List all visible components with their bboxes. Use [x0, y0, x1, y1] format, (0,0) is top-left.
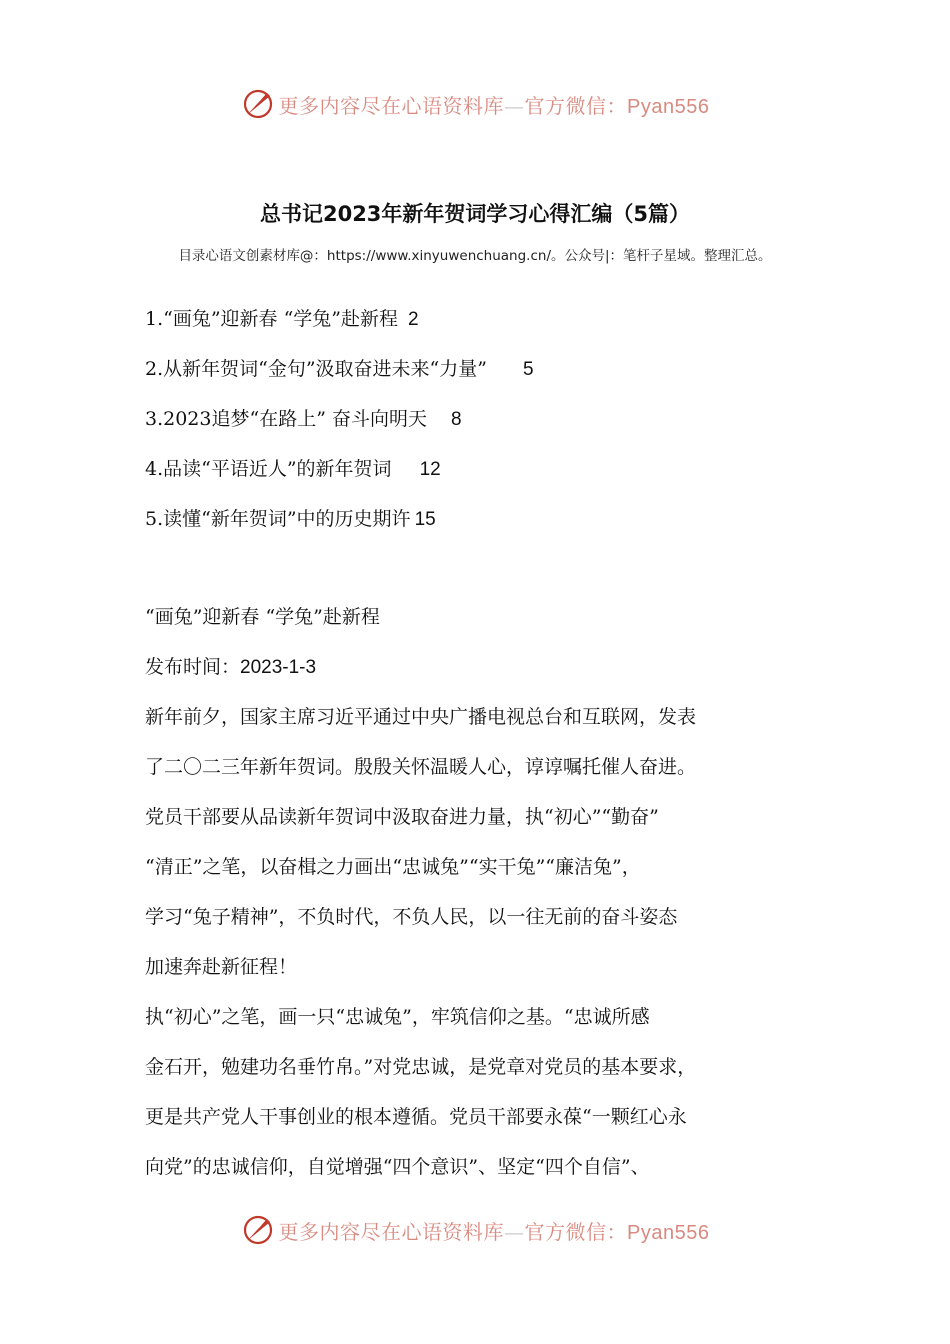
article-heading: “画兔”迎新春 “学兔”赴新程: [145, 606, 380, 628]
footer-watermark-banner: [0, 1208, 950, 1252]
document-title: 总书记2023年新年贺词学习心得汇编（5篇）: [259, 202, 691, 226]
paragraph-line: 党员干部要从品读新年贺词中汲取奋进力量，执“初心”“勤奋”: [145, 806, 659, 828]
paragraph-line: 加速奔赴新征程！: [145, 956, 298, 978]
publish-date: 发布时间：2023-1-3: [145, 656, 317, 678]
toc-item[interactable]: 5.读懂“新年贺词”中的历史期许 15: [145, 508, 436, 530]
paragraph-line: 更是共产党人干事创业的根本遵循。党员干部要永葆“一颗红心永: [145, 1106, 687, 1128]
banner-text: 更多内容尽在心语资料库—官方微信：Pyan556: [278, 1219, 710, 1244]
toc-item[interactable]: 4.品读“平语近人”的新年贺词 12: [145, 458, 441, 480]
banner-text: 更多内容尽在心语资料库—官方微信：Pyan556: [278, 93, 710, 118]
paragraph-line: 金石开，勉建功名垂竹帛。”对党忠诚，是党章对党员的基本要求，: [145, 1056, 697, 1078]
quill-logo-icon: [241, 1213, 275, 1247]
paragraph-line: 新年前夕，国家主席习近平通过中央广播电视总台和互联网，发表: [145, 706, 697, 728]
toc-item[interactable]: 2.从新年贺词“金句”汲取奋进未来“力量” 5: [145, 358, 534, 380]
toc-item[interactable]: 1.“画兔”迎新春 “学兔”赴新程 2: [145, 308, 419, 330]
paragraph-line: 向党”的忠诚信仰，自觉增强“四个意识”、坚定“四个自信”、: [145, 1156, 650, 1178]
document-subtitle: 目录心语文创素材库@：https://www.xinyuwenchuang.cn/。公众号|：笔杆子星域。整理汇总。: [178, 248, 772, 264]
paragraph-line: 了二〇二三年新年贺词。殷殷关怀温暖人心，谆谆嘱托催人奋进。: [145, 756, 697, 778]
paragraph-line: “清正”之笔，以奋楫之力画出“忠诚兔”“实干兔”“廉洁兔”，: [145, 856, 641, 878]
article-body: [145, 600, 825, 1200]
paragraph-line: 执“初心”之笔，画一只“忠诚兔”，牢筑信仰之基。“忠诚所感: [145, 1006, 650, 1028]
toc-item[interactable]: 3.2023追梦“在路上” 奋斗向明天 8: [145, 408, 462, 430]
paragraph-line: 学习“兔子精神”，不负时代，不负人民，以一往无前的奋斗姿态: [145, 906, 678, 928]
quill-logo-icon: [241, 87, 275, 121]
header-watermark-banner: [0, 82, 950, 126]
table-of-contents: [145, 302, 825, 552]
